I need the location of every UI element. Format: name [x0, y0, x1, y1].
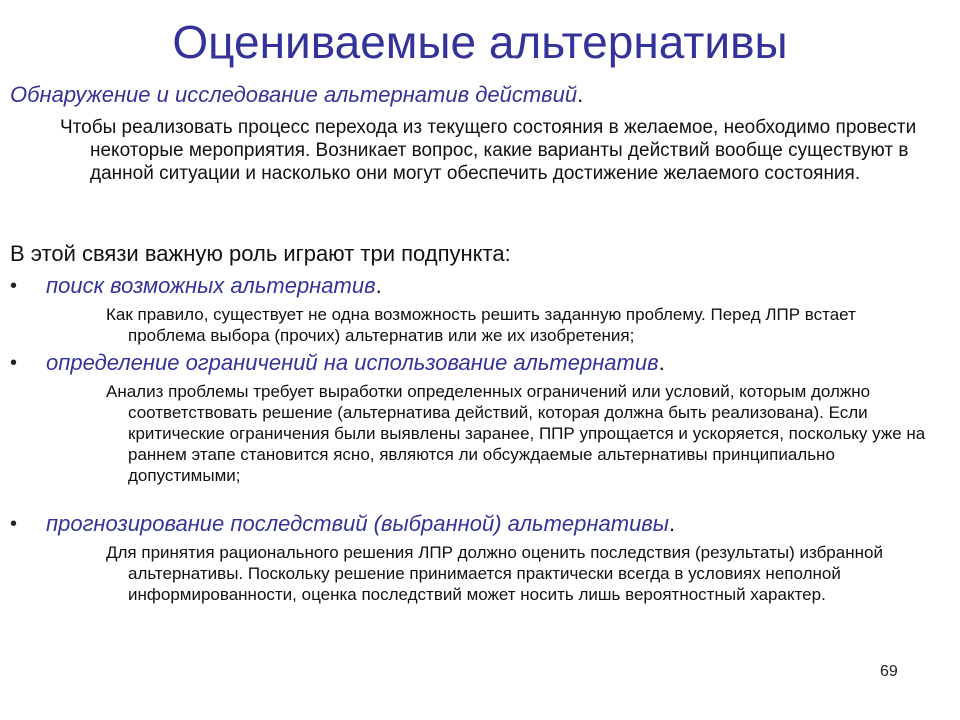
page-number: 69: [880, 663, 898, 680]
bullet-description: Анализ проблемы требует выработки определенных ограничений или условий, которым должно соответствовать решение (альтернатива действий, которая должна быть реализована). Если критические ограничения были выявлены заранее, ППР упрощается и ускоряется, поскольку уже на раннем этапе становится ясно, являются ли обсуждаемые альтернативы принципиально допустимыми;: [106, 382, 926, 485]
bullet-icon: •: [10, 352, 18, 374]
intro-lead: Обнаружение и исследование альтернатив действий: [10, 82, 578, 107]
bullet-period: .: [375, 273, 382, 298]
bullet-label-text: определение ограничений на использование альтернатив: [46, 350, 659, 375]
bullet-icon: •: [10, 275, 18, 297]
intro-paragraph: Чтобы реализовать процесс перехода из текущего состояния в желаемое, необходимо провести некоторые мероприятия. Возникает вопрос, какие варианты действий вообще существуют в данной ситуации и насколько они могут обеспечить достижение желаемого состояния.: [60, 117, 917, 184]
bullet-description: Как правило, существует не одна возможность решить заданную проблему. Перед ЛПР встает проблема выбора (прочих) альтернатив или же их изобретения;: [106, 305, 856, 345]
bullet-label: [46, 510, 675, 538]
slide-title: Оцениваемые альтернативы: [172, 16, 788, 68]
section-heading: В этой связи важную роль играют три подпункта:: [10, 241, 511, 266]
intro-period: .: [577, 82, 584, 107]
bullet-label-text: прогнозирование последствий (выбранной) альтернативы: [46, 511, 669, 536]
bullet-label-text: поиск возможных альтернатив: [46, 273, 376, 298]
bullet-label: [46, 272, 382, 300]
bullet-period: .: [658, 350, 665, 375]
intro-line: [10, 80, 940, 110]
bullet-period: .: [668, 511, 676, 536]
bullet-icon: •: [10, 513, 18, 535]
bullet-description: Для принятия рационального решения ЛПР должно оценить последствия (результаты) избранной альтернативы. Поскольку решение принимается практически всегда в условиях неполной информированности, оценка последствий может носить лишь вероятностный характер.: [106, 543, 883, 604]
bullet-label: [46, 349, 665, 377]
